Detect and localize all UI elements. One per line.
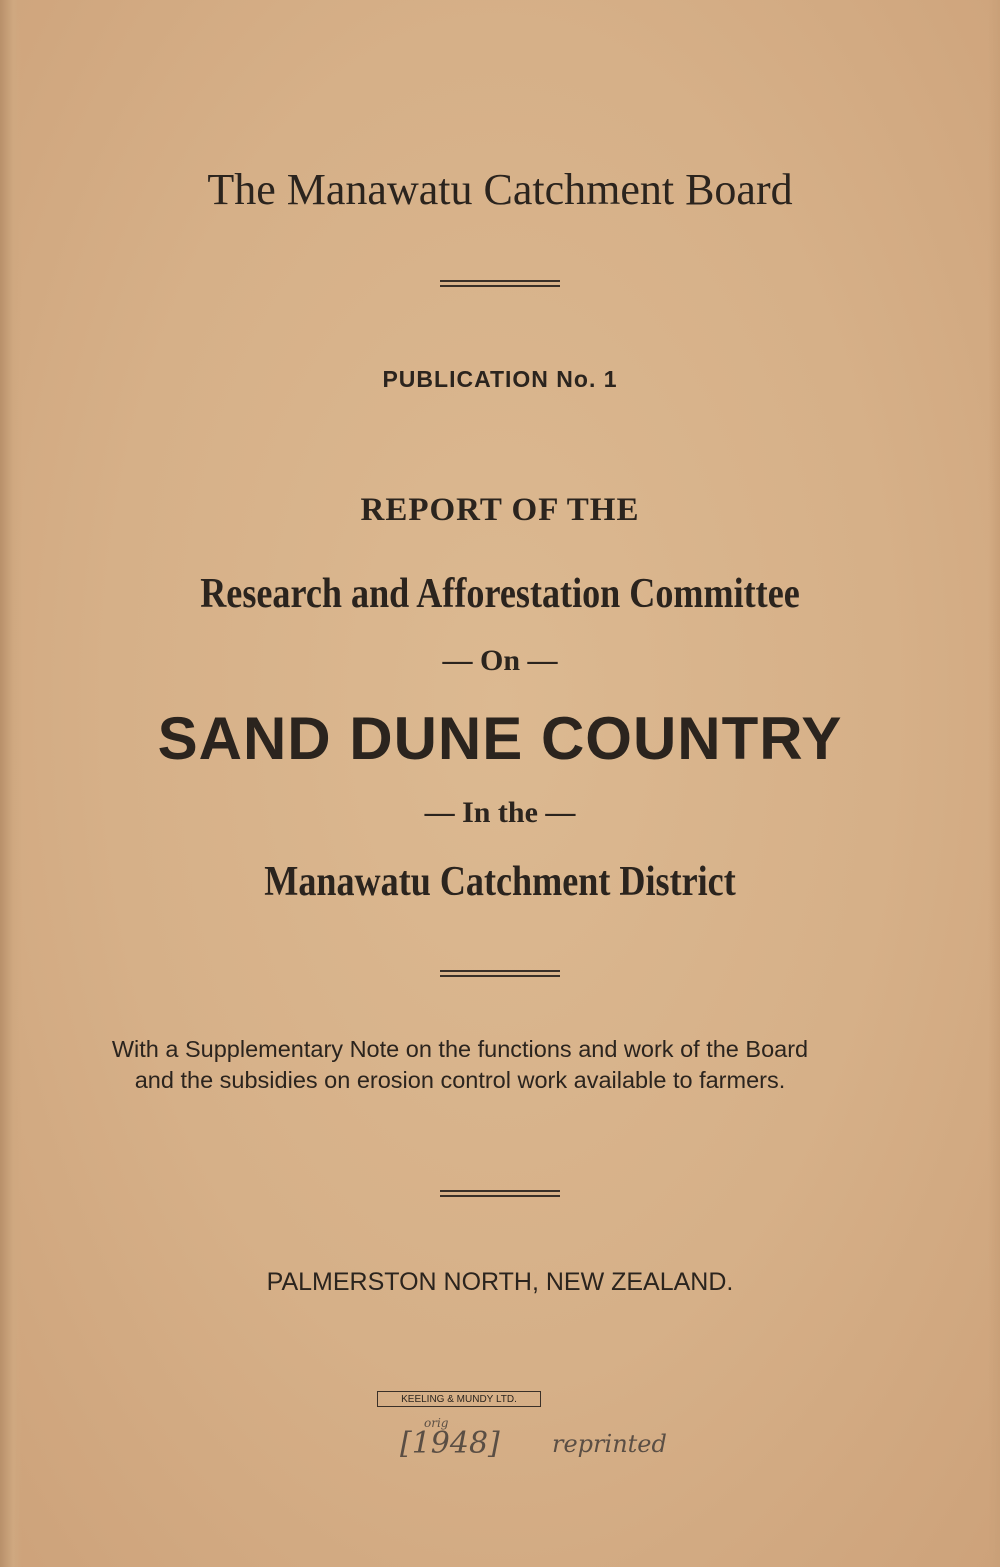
right-edge xyxy=(988,0,1000,1567)
spine-edge xyxy=(0,0,22,1567)
place-of-publication: PALMERSTON NORTH, NEW ZEALAND. xyxy=(266,1268,734,1296)
report-heading: REPORT OF THE xyxy=(360,492,640,528)
on-connector: — On — xyxy=(442,644,558,677)
board-title: The Manawatu Catchment Board xyxy=(207,165,793,214)
printer-imprint xyxy=(377,1391,541,1407)
double-rule xyxy=(440,970,560,977)
supplementary-note: With a Supplementary Note on the functions and work of the Board and the subsidies on erosion control work available to farmers. xyxy=(111,1036,809,1093)
handwritten-orig: orig xyxy=(424,1416,449,1430)
handwritten-year: [1948] xyxy=(400,1426,500,1461)
double-rule xyxy=(440,280,560,287)
in-the-connector: — In the — xyxy=(424,796,576,829)
committee-name: Research and Afforestation Committee xyxy=(200,571,800,617)
district-name: Manawatu Catchment District xyxy=(264,859,736,905)
printer-name: KEELING & MUNDY LTD. xyxy=(401,1394,517,1405)
publication-number: PUBLICATION No. 1 xyxy=(382,366,618,392)
double-rule xyxy=(440,1190,560,1197)
subject-title: SAND DUNE COUNTRY xyxy=(157,705,843,772)
handwritten-reprinted: reprinted xyxy=(552,1430,667,1458)
